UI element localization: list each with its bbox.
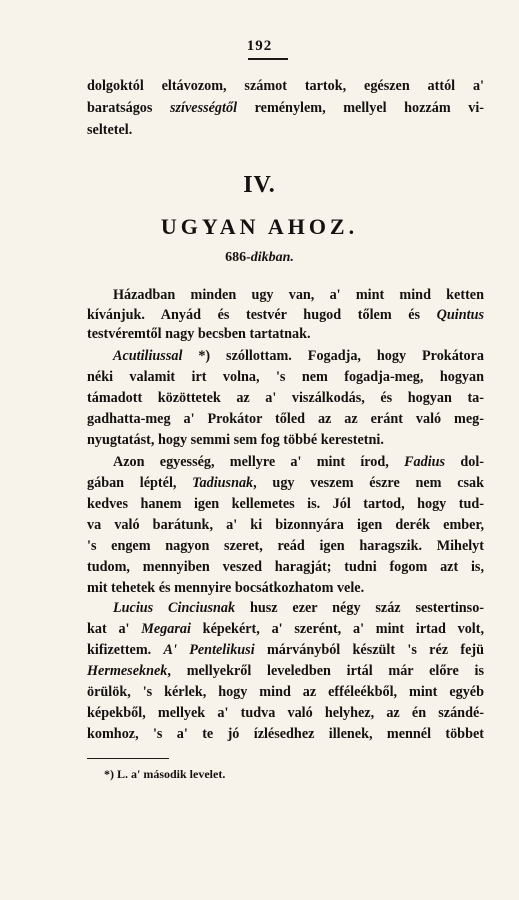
footnote-rule xyxy=(87,758,169,759)
text-line: seltetel. xyxy=(87,122,133,138)
page-number-rule xyxy=(248,58,288,60)
text-line: mit tehetek és mennyire bocsátkozhatom vele. xyxy=(87,580,365,596)
page-number: 192 xyxy=(246,38,273,54)
text-line: örülök, 's kérlek, hogy mind az efféleékből, mint egyéb xyxy=(87,684,484,700)
text-line: Lucius Cinciusnak husz ezer négy száz sestertinso- xyxy=(113,600,485,616)
chapter-number: IV. xyxy=(243,172,276,198)
text-line: va való barátunk, a' ki bizonnyára igen derék ember, xyxy=(87,517,484,533)
dateline: 686-dikban. xyxy=(225,250,294,265)
text-line: kifizettem. A' Pentelikusi márványból készült 's réz fejü xyxy=(87,642,484,658)
text-line: testvéremtől nagy becsben tartatnak. xyxy=(87,326,311,342)
text-line: néki valamit irt volna, 's nem fogadja-meg, hogyan xyxy=(87,369,484,385)
text-line: Hermeseknek, mellyekről leveledben irtál már előre is xyxy=(87,663,484,679)
footnote: *) L. a' második levelet. xyxy=(104,767,226,781)
text-line: kívánjuk. Anyád és testvér hugod tőlem és Quintus xyxy=(87,307,484,323)
text-line: tudom, mennyiben veszed haragját; tudni fogom azt is, xyxy=(87,559,484,575)
chapter-title: UGYAN AHOZ. xyxy=(160,214,359,239)
text-line: kat a' Megarai képekért, a' szerént, a' mint irtad volt, xyxy=(87,621,485,637)
text-line: támadott közöttetek az a' viszálkodás, és hogyan ta- xyxy=(87,390,484,406)
text-line: gadhatta-meg a' Prokátor tőled az az eránt való meg- xyxy=(87,411,484,427)
text-line: 's engem nagyon szeret, reád igen haragszik. Mihelyt xyxy=(87,538,484,554)
text-line: nyugtatást, hogy semmi sem fog többé kerestetni. xyxy=(87,432,384,448)
text-line: komhoz, 's a' te jó ízlésedhez illenek, mennél többet xyxy=(87,726,484,742)
text-line: baratságos szívességtől reménylem, mellyel hozzám vi- xyxy=(87,100,484,116)
text-line: képekből, mellyek a' tudva való helyhez, az én szándé- xyxy=(87,705,484,721)
text-line: Azon egyesség, mellyre a' mint írod, Fadius dol- xyxy=(113,454,484,470)
text-line: Házadban minden ugy van, a' mint mind ketten xyxy=(113,287,484,303)
text-line: gában léptél, Tadiusnak, ugy veszem észre nem csak xyxy=(87,475,485,491)
text-line: dolgoktól eltávozom, számot tartok, egészen attól a' xyxy=(87,78,484,94)
text-line: kedves hanem igen kellemetes is. Jól tartod, hogy tud- xyxy=(87,496,484,512)
text-line: Acutiliussal *) szóllottam. Fogadja, hogy Prokátora xyxy=(113,348,484,364)
